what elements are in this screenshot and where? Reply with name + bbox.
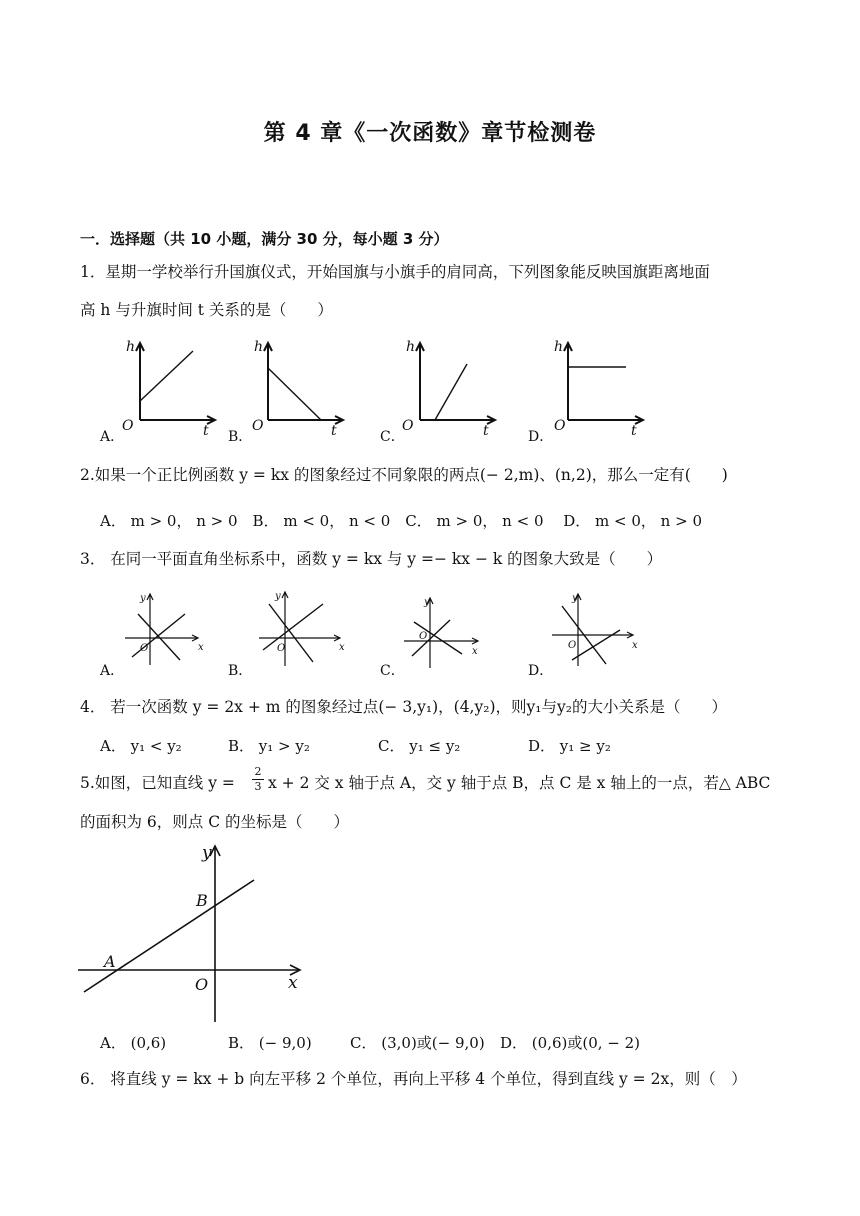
- question-3-text: 3． 在同一平面直角坐标系中，函数 y = kx 与 y =− kx − k 的图象大致是（ ）: [80, 550, 663, 568]
- q1-graph-d[interactable]: [538, 335, 648, 440]
- q3-graph-b[interactable]: [255, 588, 350, 670]
- question-2-text: 2.如果一个正比例函数 y = kx 的图象经过不同象限的两点(− 2,m)、(n,2)，那么一定有( ): [80, 466, 728, 484]
- svg-text:t: t: [483, 423, 489, 439]
- fraction: [252, 766, 264, 793]
- t-axis-label: t: [203, 423, 209, 439]
- q3-option-b[interactable]: B．: [228, 663, 253, 679]
- origin-label: O: [122, 418, 134, 434]
- svg-text:x: x: [632, 640, 638, 651]
- q5-option-c[interactable]: C． (3,0)或(− 9,0): [350, 1034, 485, 1052]
- q1-option-a[interactable]: A．: [100, 429, 125, 445]
- svg-text:y: y: [275, 591, 281, 602]
- q3-graph-a[interactable]: [120, 590, 210, 670]
- q1-graph-c[interactable]: [390, 335, 500, 440]
- question-5-line-1-a: 5.如图，已知直线 y =: [80, 774, 235, 792]
- page-title: 第 4 章《一次函数》章节检测卷: [263, 121, 597, 146]
- svg-text:x: x: [472, 646, 478, 657]
- h-axis-label: h: [126, 339, 136, 355]
- q5-figure: [70, 840, 320, 1025]
- fraction-numerator: 2: [254, 765, 262, 778]
- svg-text:O: O: [140, 643, 149, 654]
- svg-text:y: y: [572, 593, 578, 604]
- svg-text:t: t: [331, 423, 337, 439]
- question-4-text: 4． 若一次函数 y = 2x + m 的图象经过点(− 3,y₁)，(4,y₂)，则y₁与y₂的大小关系是（ ）: [80, 698, 727, 716]
- q3-graph-d[interactable]: [548, 590, 643, 670]
- y-axis-label: y: [202, 843, 212, 863]
- q5-option-b[interactable]: B． (− 9,0): [228, 1034, 312, 1052]
- question-1-line-1: 1．星期一学校举行升国旗仪式，开始国旗与小旗手的肩同高，下列图象能反映国旗距离地面: [80, 263, 710, 281]
- q3-option-d[interactable]: D．: [528, 663, 554, 679]
- q3-graph-c[interactable]: [400, 594, 485, 670]
- point-a-label: A: [104, 952, 116, 971]
- question-2-options[interactable]: A． m > 0， n > 0 B． m < 0， n < 0 C． m > 0， n < 0 D． m < 0， n > 0: [100, 512, 702, 530]
- svg-text:x: x: [198, 642, 204, 653]
- svg-text:O: O: [554, 418, 566, 434]
- svg-text:h: h: [554, 339, 564, 355]
- point-b-label: B: [196, 891, 208, 910]
- svg-text:h: h: [254, 339, 264, 355]
- q1-graph-a[interactable]: [110, 335, 220, 440]
- svg-text:O: O: [419, 631, 428, 642]
- q1-option-d[interactable]: D．: [528, 429, 554, 445]
- section-heading: 一．选择题（共 10 小题，满分 30 分，每小题 3 分）: [80, 230, 449, 248]
- q5-option-d[interactable]: D． (0,6)或(0, − 2): [500, 1034, 641, 1052]
- origin-label: O: [195, 975, 209, 994]
- svg-text:O: O: [402, 418, 414, 434]
- svg-text:y: y: [424, 597, 430, 608]
- question-5-line-1-b: x + 2 交 x 轴于点 A，交 y 轴于点 B，点 C 是 x 轴上的一点，若△ ABC: [268, 774, 771, 792]
- q1-option-c[interactable]: C．: [380, 429, 405, 445]
- q4-option-b[interactable]: B． y₁ > y₂: [228, 737, 310, 755]
- q4-option-a[interactable]: A． y₁ < y₂: [100, 737, 182, 755]
- q1-option-b[interactable]: B．: [228, 429, 253, 445]
- q5-option-a[interactable]: A． (0,6): [100, 1034, 167, 1052]
- question-5-line-2: 的面积为 6，则点 C 的坐标是（ ）: [80, 813, 350, 831]
- x-axis-label: x: [288, 973, 298, 993]
- svg-text:x: x: [339, 642, 345, 653]
- q4-option-d[interactable]: D． y₁ ≥ y₂: [528, 737, 611, 755]
- svg-text:O: O: [252, 418, 264, 434]
- svg-text:O: O: [277, 643, 286, 654]
- svg-text:h: h: [406, 339, 416, 355]
- q4-option-c[interactable]: C． y₁ ≤ y₂: [378, 737, 461, 755]
- question-1-line-2: 高 h 与升旗时间 t 关系的是（ ）: [80, 301, 333, 319]
- svg-text:y: y: [140, 593, 146, 604]
- question-6-text: 6． 将直线 y = kx + b 向左平移 2 个单位，再向上平移 4 个单位，得到直线 y = 2x，则（ ）: [80, 1070, 747, 1088]
- svg-text:t: t: [631, 423, 637, 439]
- q3-option-c[interactable]: C．: [380, 663, 405, 679]
- q3-option-a[interactable]: A．: [100, 663, 125, 679]
- svg-text:O: O: [568, 640, 577, 651]
- fraction-denominator: 3: [254, 780, 262, 793]
- q1-graph-b[interactable]: [238, 335, 348, 440]
